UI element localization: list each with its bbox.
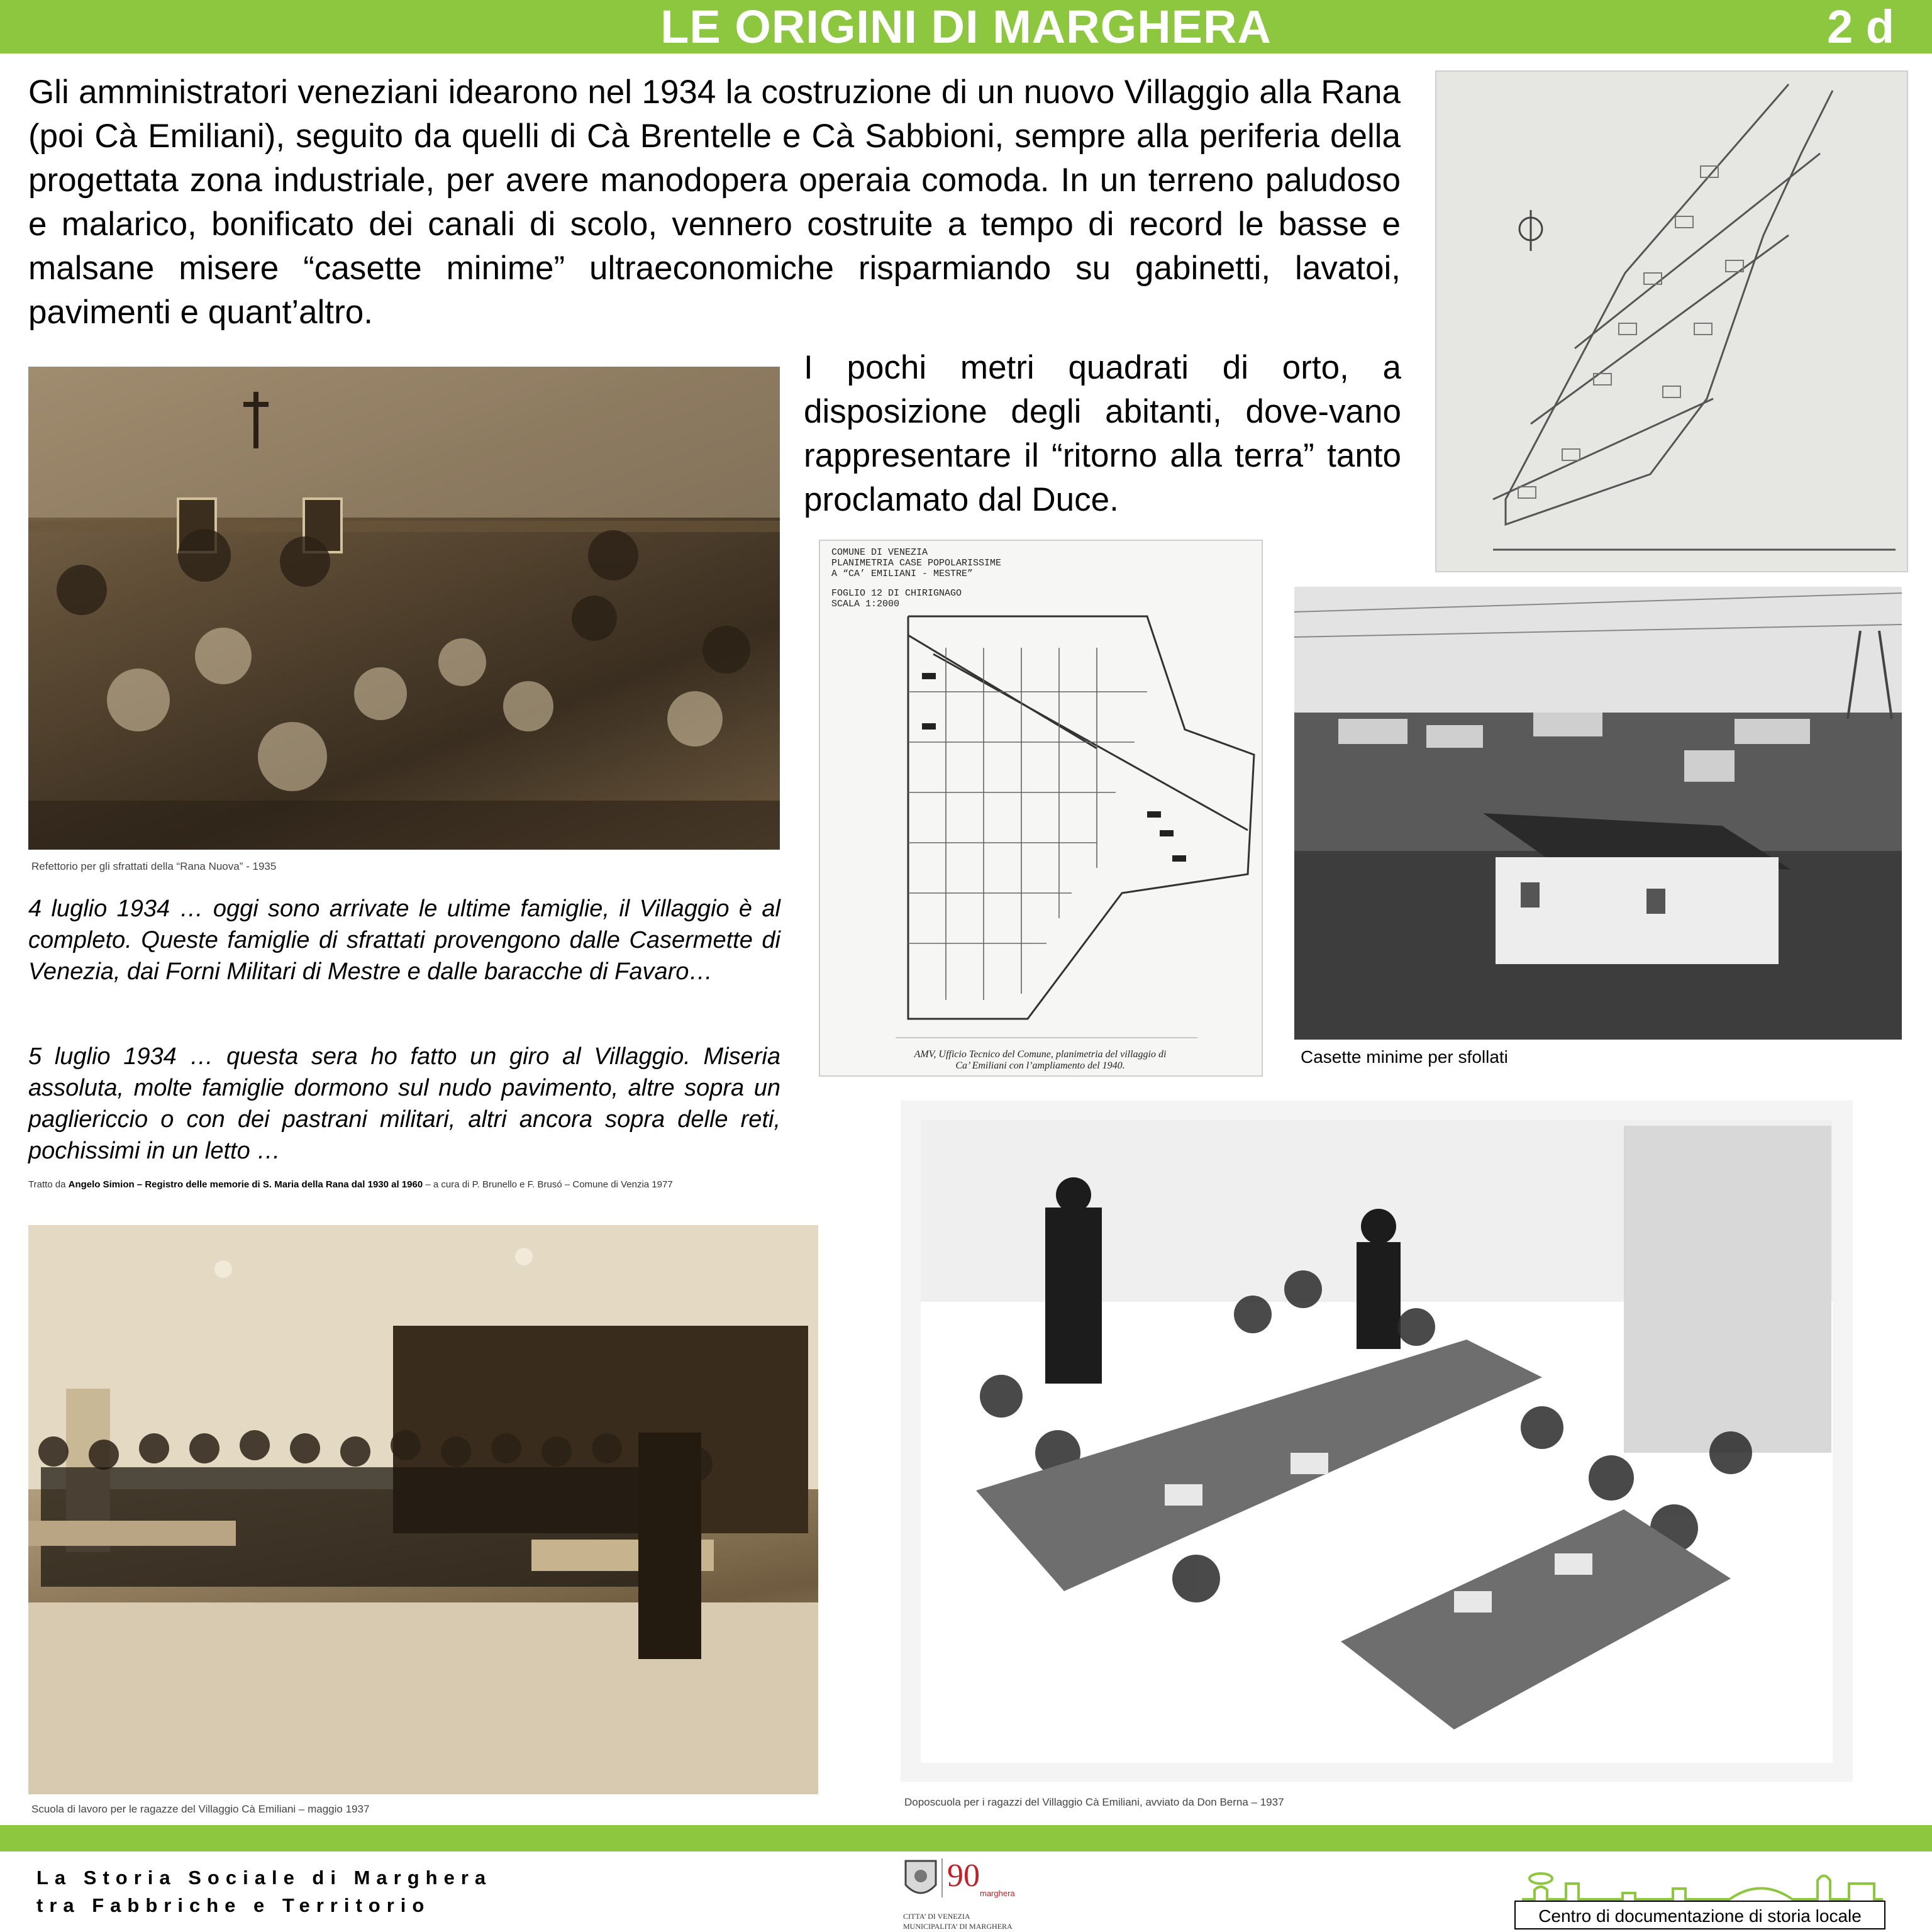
municipality-line-2: MUNICIPALITA’ DI MARGHERA (903, 1922, 1013, 1931)
doposcuola-photo (901, 1101, 1853, 1782)
diary-entry-1: 4 luglio 1934 … oggi sono arrivate le ultime famiglie, il Villaggio è al completo. Queste famiglie di sfrattati provengono dalle Casermette di Venezia, dai Forni Militari di Mestre e dalle baracche di Favaro… (28, 896, 780, 985)
scuola-caption: Scuola di lavoro per le ragazze del Villaggio Cà Emiliani – maggio 1937 (31, 1803, 370, 1815)
source-title: Angelo Simion – Registro delle memorie di S. Maria della Rana dal 1930 al 1960 (68, 1179, 423, 1190)
footer-band (0, 1825, 1932, 1852)
diary-entry-2: 5 luglio 1934 … questa sera ho fatto un giro al Villaggio. Miseria assoluta, molte famiglie dormono sul nudo pavimento, altre sopra un pagliericcio o con dei pastrani militari, altri ancora sopra delle reti, pochissimi in un letto … (28, 1043, 780, 1164)
diary-source-caption (28, 1179, 673, 1190)
casette-caption: Casette minime per sfollati (1301, 1047, 1508, 1067)
panel-code: 2 d (1827, 1, 1894, 53)
logo-marghera: marghera (980, 1889, 1015, 1898)
plan-caption-2: Ca’ Emiliani con l’ampliamento del 1940. (955, 1060, 1125, 1071)
plan-caption-1: AMV, Ufficio Tecnico del Comune, planimetria del villaggio di (914, 1049, 1167, 1060)
source-suffix: – a cura di P. Brunello e F. Brusó – Comune di Venzia 1977 (423, 1179, 673, 1190)
intro-paragraph: Gli amministratori veneziani idearono nel 1934 la costruzione di un nuovo Villaggio alla Rana (poi Cà Emiliani), seguito da quelli di Cà Brentelle e Cà Sabbioni, sempre alla periferia della progettata zona industriale, per avere manodopera operaia comoda. In un terreno paludoso e malarico, bonificato dei canali di scolo, vennero costruite a tempo di record le basse e malsane misere “casette minime” ultraeconomiche risparmiando su gabinetti, lavatoi, pavimenti e quant’altro. (28, 74, 1401, 331)
plan-sheet-1: FOGLIO 12 DI CHIRIGNAGO (831, 588, 962, 599)
villaggio-plan (1435, 70, 1908, 572)
casette-photo (1294, 587, 1902, 1040)
doposcuola-caption: Doposcuola per i ragazzi del Villaggio Cà Emiliani, avviato da Don Berna – 1937 (904, 1796, 1284, 1808)
skyline-logo (1522, 1865, 1883, 1902)
municipality-line-1: CITTA’ DI VENEZIA (903, 1912, 970, 1921)
refettorio-caption: Refettorio per gli sfrattati della “Rana Nuova” - 1935 (31, 860, 277, 872)
series-title-line-1: La Storia Sociale di Marghera (36, 1867, 492, 1889)
plan-header-1: COMUNE DI VENEZIA (831, 547, 928, 558)
centro-documentazione: Centro di documentazione di storia locale (1514, 1901, 1885, 1929)
plan-header-3: A “CA’ EMILIANI - MESTRE” (831, 569, 974, 579)
orto-paragraph: I pochi metri quadrati di orto, a disposizione degli abitanti, dove-vano rappresentare il “ritorno alla terra” tanto proclamato dal Duce. (804, 349, 1401, 518)
plan-sheet-2: SCALA 1:2000 (831, 599, 900, 609)
page-title: LE ORIGINI DI MARGHERA (660, 1, 1272, 53)
scuola-photo (28, 1225, 818, 1794)
logo-90: 90 (947, 1858, 980, 1894)
series-title-line-2: tra Fabbriche e Territorio (36, 1894, 431, 1916)
venice-crest-icon (906, 1861, 936, 1893)
source-prefix: Tratto da (28, 1179, 69, 1190)
comune-plan (819, 540, 1263, 1077)
refettorio-photo (28, 367, 780, 850)
plan-header-2: PLANIMETRIA CASE POPOLARISSIME (831, 558, 1002, 569)
